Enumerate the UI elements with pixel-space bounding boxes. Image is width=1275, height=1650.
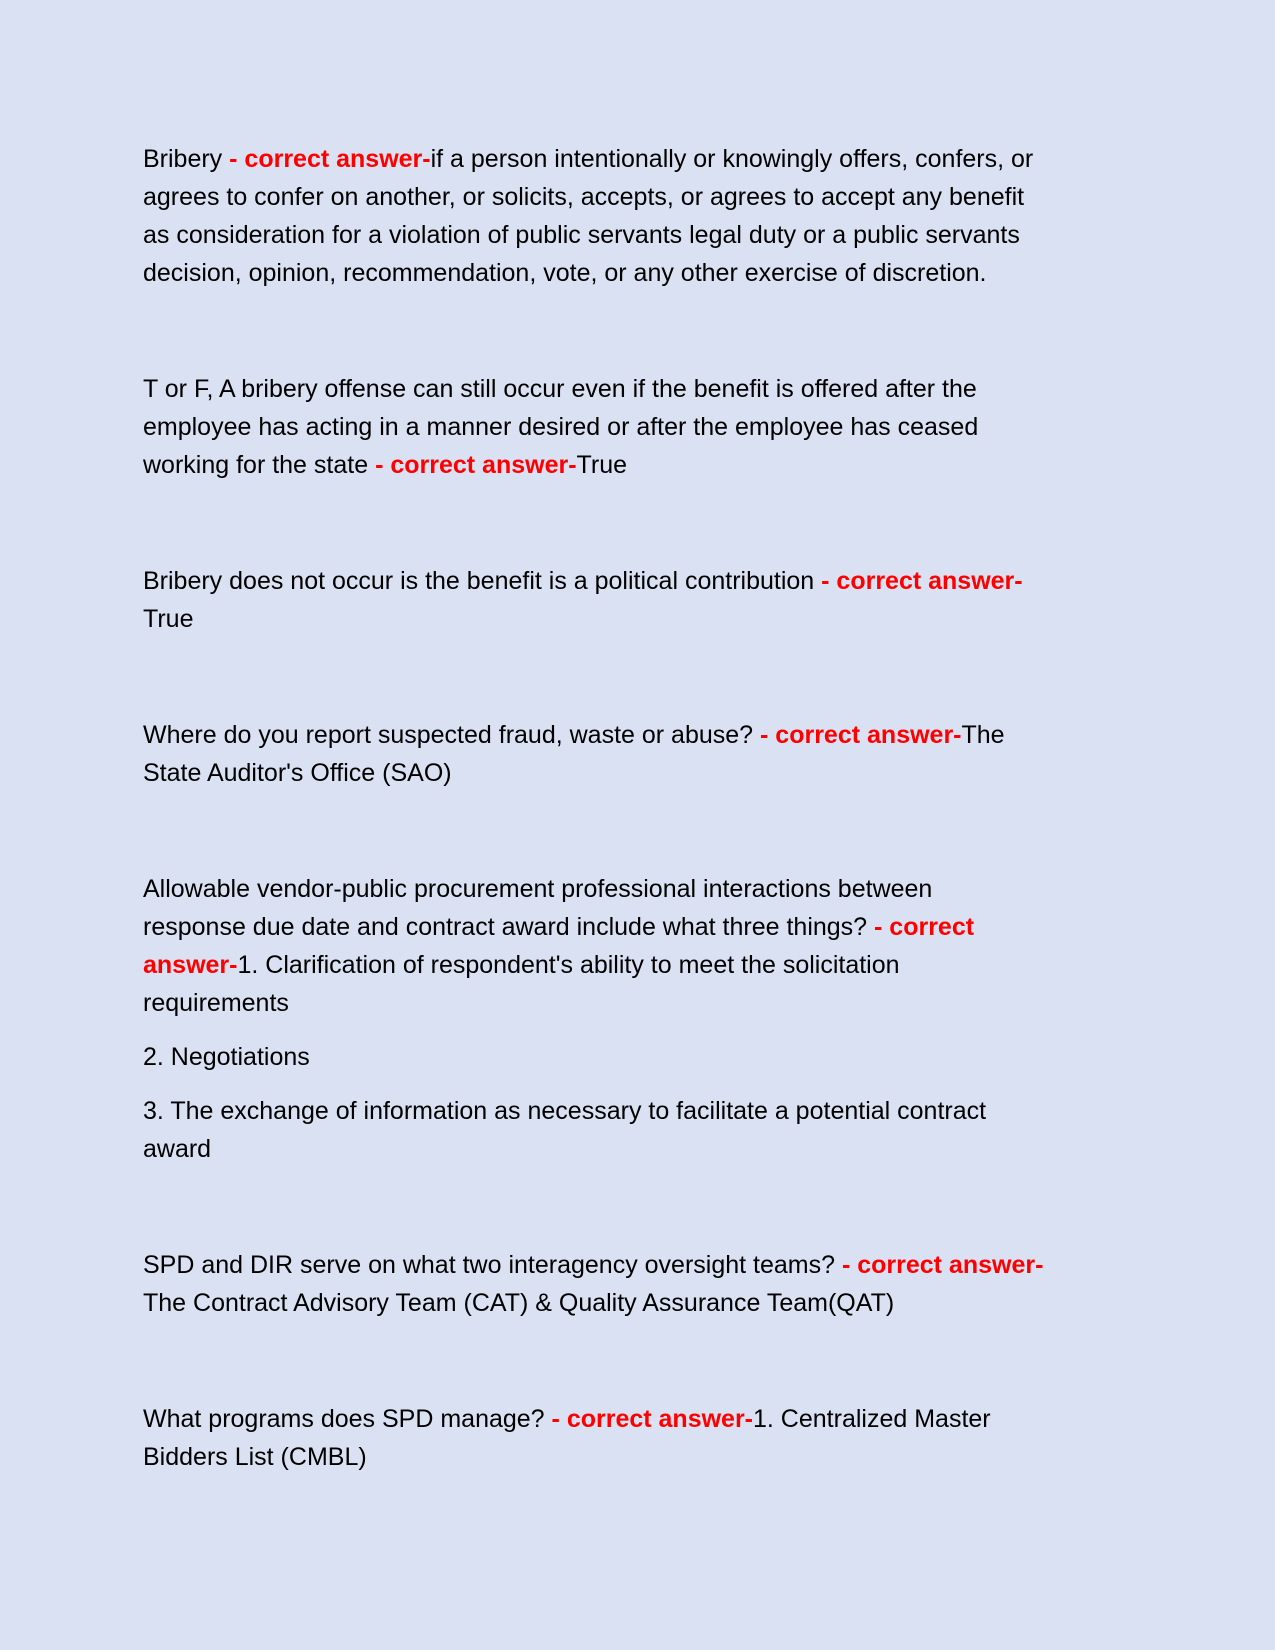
text-run: Allowable vendor-public procurement professional interactions between [143, 875, 933, 903]
text-run: employee has acting in a manner desired or after the employee has ceased [143, 413, 979, 441]
text-line [143, 178, 1155, 216]
text-line [143, 946, 1155, 984]
paragraph [143, 870, 1155, 1022]
text-run: True [143, 605, 194, 633]
text-line [143, 216, 1155, 254]
paragraph [143, 370, 1155, 484]
text-run: working for the state [143, 451, 376, 479]
text-run: True [576, 451, 628, 479]
text-line [143, 1284, 1155, 1322]
paragraph [143, 1246, 1155, 1322]
text-run: 1. Centralized Master [753, 1405, 991, 1433]
text-run: response due date and contract award include what three things? [143, 913, 875, 941]
text-run: What programs does SPD manage? [143, 1405, 552, 1433]
text-line [143, 1092, 1155, 1130]
text-line [143, 1130, 1155, 1168]
correct-answer-marker: - correct [874, 913, 975, 941]
text-line [143, 1438, 1155, 1476]
paragraph [143, 140, 1155, 292]
qa-block [143, 370, 1155, 484]
text-run: as consideration for a violation of public servants legal duty or a public servants [143, 221, 1020, 249]
text-line [143, 562, 1155, 600]
text-run: 1. Clarification of respondent's ability to meet the solicitation [237, 951, 900, 979]
text-line [143, 754, 1155, 792]
correct-answer-marker: answer- [143, 951, 238, 979]
text-run: if a person intentionally or knowingly offers, confers, or [430, 145, 1034, 173]
text-line [143, 870, 1155, 908]
text-run: T or F, A bribery offense can still occur even if the benefit is offered after the [143, 375, 977, 403]
text-line [143, 1038, 1155, 1076]
text-line [143, 1400, 1155, 1438]
text-run: 3. The exchange of information as necessary to facilitate a potential contract [143, 1097, 987, 1125]
correct-answer-marker: - correct answer- [760, 721, 962, 749]
text-run: decision, opinion, recommendation, vote, or any other exercise of discretion. [143, 259, 987, 287]
correct-answer-marker: - correct answer- [229, 145, 431, 173]
text-line [143, 254, 1155, 292]
text-run: State Auditor's Office (SAO) [143, 759, 452, 787]
paragraph [143, 562, 1155, 638]
correct-answer-marker: - correct answer- [375, 451, 577, 479]
text-line [143, 370, 1155, 408]
text-run: award [143, 1135, 212, 1163]
text-line [143, 140, 1155, 178]
qa-block [143, 870, 1155, 1168]
qa-block [143, 1400, 1155, 1476]
paragraph [143, 716, 1155, 792]
text-run: The Contract Advisory Team (CAT) & Quality Assurance Team(QAT) [143, 1289, 895, 1317]
text-run: Bribery [143, 145, 230, 173]
text-line [143, 984, 1155, 1022]
text-line [143, 408, 1155, 446]
text-run: agrees to confer on another, or solicits, accepts, or agrees to accept any benefit [143, 183, 1025, 211]
qa-block [143, 140, 1155, 292]
qa-block [143, 716, 1155, 792]
correct-answer-marker: - correct answer- [821, 567, 1023, 595]
qa-block [143, 562, 1155, 638]
text-line [143, 716, 1155, 754]
text-run: Where do you report suspected fraud, waste or abuse? [143, 721, 761, 749]
correct-answer-marker: - correct answer- [551, 1405, 754, 1433]
text-run: Bidders List (CMBL) [143, 1443, 367, 1471]
text-line [143, 446, 1155, 484]
text-run: 2. Negotiations [143, 1043, 310, 1071]
qa-block [143, 1246, 1155, 1322]
correct-answer-marker: - correct answer- [841, 1251, 1044, 1279]
paragraph [143, 1400, 1155, 1476]
text-line [143, 600, 1155, 638]
text-line [143, 1246, 1155, 1284]
text-line [143, 908, 1155, 946]
paragraph [143, 1092, 1155, 1168]
text-run: SPD and DIR serve on what two interagency oversight teams? [143, 1251, 842, 1279]
text-run: requirements [143, 989, 289, 1017]
text-run: Bribery does not occur is the benefit is a political contribution [143, 567, 822, 595]
paragraph [143, 1038, 1155, 1076]
text-run: The [961, 721, 1005, 749]
